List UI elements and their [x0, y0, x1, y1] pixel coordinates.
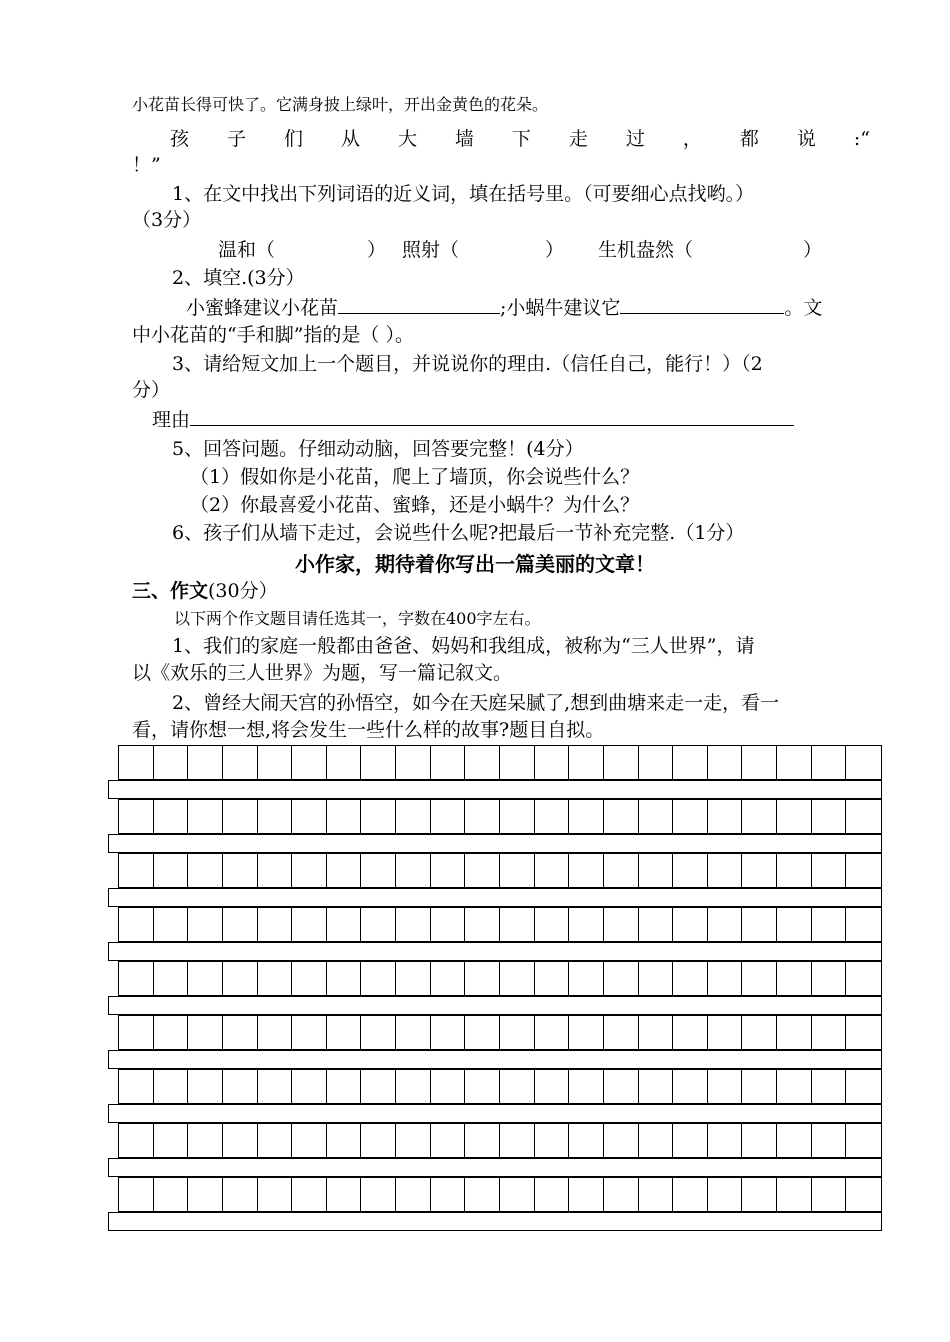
grid-cell[interactable] — [119, 962, 154, 995]
grid-cell[interactable] — [742, 854, 777, 887]
grid-cell[interactable] — [846, 1124, 881, 1157]
grid-cell[interactable] — [569, 1124, 604, 1157]
grid-cell[interactable] — [292, 1070, 327, 1103]
grid-cell[interactable] — [292, 746, 327, 779]
passage-char: ， — [682, 128, 702, 150]
grid-cell[interactable] — [846, 1178, 881, 1211]
grid-cell[interactable] — [431, 854, 466, 887]
topic-2-line-2: 看，请你想一想,将会发生一些什么样的故事?题目自拟。 — [132, 719, 605, 741]
grid-cell[interactable] — [535, 746, 570, 779]
grid-cell[interactable] — [223, 962, 258, 995]
grid-cell[interactable] — [361, 800, 396, 833]
grid-cell[interactable] — [223, 1178, 258, 1211]
grid-cell[interactable] — [292, 854, 327, 887]
grid-cell[interactable] — [812, 800, 847, 833]
grid-cell[interactable] — [673, 854, 708, 887]
q1-word-3-label: 生机盎然（ — [598, 239, 694, 261]
grid-cell[interactable] — [569, 1070, 604, 1103]
grid-cell[interactable] — [535, 1178, 570, 1211]
grid-cell[interactable] — [812, 908, 847, 941]
grid-cell[interactable] — [292, 1124, 327, 1157]
grid-cell[interactable] — [431, 1178, 466, 1211]
grid-cell[interactable] — [569, 746, 604, 779]
passage-char: 们 — [283, 128, 303, 150]
question-3-text: 3、请给短文加上一个题目，并说说你的理由.（信任自己，能行！）（2 — [172, 353, 763, 375]
composition-section-title — [132, 578, 278, 604]
q2-text-a: 小蜜蜂建议小花苗 — [186, 297, 339, 319]
grid-cell[interactable] — [258, 962, 293, 995]
question-5-title: 5、回答问题。仔细动动脑，回答要完整！(4分） — [172, 438, 584, 460]
grid-row[interactable] — [118, 853, 882, 888]
grid-cell[interactable] — [258, 1070, 293, 1103]
question-5-sub-2: （2）你最喜爱小花苗、蜜蜂，还是小蜗牛？为什么？ — [190, 494, 640, 516]
grid-row[interactable] — [118, 1177, 882, 1212]
writer-heading: 小作家，期待着你写出一篇美丽的文章！ — [295, 552, 655, 576]
grid-cell[interactable] — [258, 800, 293, 833]
passage-line-1: 小花苗长得可快了。它满身披上绿叶，开出金黄色的花朵。 — [132, 95, 549, 114]
grid-cell[interactable] — [396, 800, 431, 833]
grid-cell[interactable] — [812, 1124, 847, 1157]
grid-cell[interactable] — [431, 1070, 466, 1103]
grid-cell[interactable] — [396, 1178, 431, 1211]
grid-cell[interactable] — [223, 800, 258, 833]
grid-cell[interactable] — [639, 908, 674, 941]
grid-cell[interactable] — [223, 1016, 258, 1049]
passage-char: 过 — [625, 128, 645, 150]
grid-cell[interactable] — [846, 746, 881, 779]
grid-gap-row — [108, 780, 882, 799]
grid-row[interactable] — [118, 907, 882, 942]
grid-cell[interactable] — [535, 1016, 570, 1049]
grid-cell[interactable] — [777, 1070, 812, 1103]
question-5-sub-1: （1）假如你是小花苗，爬上了墙顶，你会说些什么？ — [190, 466, 640, 488]
grid-cell[interactable] — [396, 908, 431, 941]
grid-cell[interactable] — [188, 746, 223, 779]
grid-cell[interactable] — [742, 908, 777, 941]
grid-cell[interactable] — [223, 908, 258, 941]
grid-cell[interactable] — [154, 962, 189, 995]
grid-cell[interactable] — [535, 854, 570, 887]
passage-line-2 — [170, 126, 870, 152]
grid-cell[interactable] — [535, 908, 570, 941]
grid-cell[interactable] — [431, 962, 466, 995]
passage-line-3: ！” — [132, 154, 161, 176]
grid-cell[interactable] — [292, 962, 327, 995]
grid-cell[interactable] — [604, 1016, 639, 1049]
grid-cell[interactable] — [361, 962, 396, 995]
grid-cell[interactable] — [708, 908, 743, 941]
grid-cell[interactable] — [812, 1178, 847, 1211]
grid-cell[interactable] — [465, 854, 500, 887]
grid-cell[interactable] — [154, 1178, 189, 1211]
grid-cell[interactable] — [500, 800, 535, 833]
grid-cell[interactable] — [639, 746, 674, 779]
topic-1-line-1: 1、我们的家庭一般都由爸爸、妈妈和我组成，被称为“三人世界”，请 — [172, 635, 755, 657]
grid-cell[interactable] — [535, 800, 570, 833]
grid-cell[interactable] — [742, 962, 777, 995]
grid-row[interactable] — [118, 1123, 882, 1158]
grid-cell[interactable] — [673, 1070, 708, 1103]
grid-cell[interactable] — [569, 962, 604, 995]
grid-cell[interactable] — [188, 800, 223, 833]
grid-cell[interactable] — [777, 746, 812, 779]
grid-cell[interactable] — [777, 1124, 812, 1157]
grid-cell[interactable] — [673, 908, 708, 941]
q1-word-3[interactable] — [598, 237, 822, 263]
grid-cell[interactable] — [361, 1016, 396, 1049]
grid-cell[interactable] — [673, 800, 708, 833]
grid-cell[interactable] — [500, 962, 535, 995]
grid-cell[interactable] — [327, 1016, 362, 1049]
grid-cell[interactable] — [777, 854, 812, 887]
grid-cell[interactable] — [258, 1124, 293, 1157]
q2-blank-2[interactable] — [620, 295, 784, 314]
grid-cell[interactable] — [119, 854, 154, 887]
question-2-title: 2、填空.(3分） — [172, 267, 305, 289]
grid-cell[interactable] — [604, 1124, 639, 1157]
passage-char: 说 — [796, 128, 816, 150]
grid-cell[interactable] — [742, 1070, 777, 1103]
question-2-line-2: 中小花苗的“手和脚”指的是（ ）。 — [132, 324, 414, 346]
grid-cell[interactable] — [500, 908, 535, 941]
grid-cell[interactable] — [500, 1178, 535, 1211]
grid-cell[interactable] — [500, 746, 535, 779]
grid-cell[interactable] — [500, 1070, 535, 1103]
passage-char: 从 — [340, 128, 360, 150]
grid-cell[interactable] — [119, 1070, 154, 1103]
grid-cell[interactable] — [223, 1070, 258, 1103]
grid-row[interactable] — [118, 799, 882, 834]
grid-gap-row — [108, 888, 882, 907]
grid-cell[interactable] — [708, 1016, 743, 1049]
grid-cell[interactable] — [154, 908, 189, 941]
grid-cell[interactable] — [777, 908, 812, 941]
grid-gap-row — [108, 1104, 882, 1123]
grid-cell[interactable] — [535, 1070, 570, 1103]
grid-cell[interactable] — [465, 1178, 500, 1211]
passage-char: 子 — [226, 128, 246, 150]
grid-cell[interactable] — [569, 800, 604, 833]
grid-cell[interactable] — [742, 800, 777, 833]
grid-cell[interactable] — [535, 962, 570, 995]
grid-cell[interactable] — [258, 908, 293, 941]
grid-cell[interactable] — [154, 1124, 189, 1157]
section-label: 三、作文 — [132, 580, 209, 602]
composition-intro: 以下两个作文题目请任选其一，字数在400字左右。 — [174, 609, 541, 628]
grid-cell[interactable] — [846, 908, 881, 941]
grid-cell[interactable] — [777, 1178, 812, 1211]
reason-label: 理由 — [152, 409, 191, 431]
q2-blank-1[interactable] — [338, 295, 500, 314]
grid-row[interactable] — [118, 961, 882, 996]
grid-cell[interactable] — [812, 1016, 847, 1049]
q1-word-2[interactable] — [402, 237, 564, 263]
passage-char: 墙 — [454, 128, 474, 150]
grid-cell[interactable] — [812, 962, 847, 995]
grid-cell[interactable] — [292, 1016, 327, 1049]
grid-cell[interactable] — [361, 908, 396, 941]
grid-cell[interactable] — [639, 962, 674, 995]
grid-cell[interactable] — [258, 746, 293, 779]
grid-cell[interactable] — [846, 962, 881, 995]
grid-cell[interactable] — [465, 1124, 500, 1157]
grid-cell[interactable] — [465, 746, 500, 779]
grid-cell[interactable] — [327, 1070, 362, 1103]
grid-cell[interactable] — [431, 1124, 466, 1157]
grid-cell[interactable] — [777, 962, 812, 995]
grid-cell[interactable] — [431, 746, 466, 779]
q1-word-1-label: 温和（ — [218, 239, 276, 261]
passage-char: 下 — [511, 128, 531, 150]
grid-cell[interactable] — [188, 1016, 223, 1049]
reason-blank[interactable] — [190, 407, 794, 426]
grid-cell[interactable] — [465, 1070, 500, 1103]
grid-cell[interactable] — [431, 1016, 466, 1049]
q2-text-c: 。文 — [784, 297, 823, 319]
grid-cell[interactable] — [639, 1070, 674, 1103]
grid-cell[interactable] — [396, 854, 431, 887]
grid-cell[interactable] — [292, 1178, 327, 1211]
grid-cell[interactable] — [292, 908, 327, 941]
grid-cell[interactable] — [708, 1178, 743, 1211]
grid-cell[interactable] — [396, 1070, 431, 1103]
grid-cell[interactable] — [639, 1178, 674, 1211]
grid-cell[interactable] — [708, 746, 743, 779]
grid-cell[interactable] — [708, 854, 743, 887]
grid-cell[interactable] — [777, 800, 812, 833]
grid-cell[interactable] — [223, 854, 258, 887]
grid-cell[interactable] — [188, 1178, 223, 1211]
grid-cell[interactable] — [154, 1016, 189, 1049]
q1-word-1[interactable] — [218, 237, 386, 263]
grid-cell[interactable] — [812, 746, 847, 779]
grid-cell[interactable] — [154, 746, 189, 779]
grid-cell[interactable] — [673, 962, 708, 995]
grid-cell[interactable] — [742, 1178, 777, 1211]
grid-cell[interactable] — [327, 962, 362, 995]
grid-cell[interactable] — [188, 1124, 223, 1157]
passage-char: :“ — [853, 128, 870, 150]
q1-word-3-close: ） — [803, 239, 823, 261]
grid-cell[interactable] — [361, 854, 396, 887]
topic-2-line-1: 2、曾经大闹天宫的孙悟空，如今在天庭呆腻了,想到曲塘来走一走，看一 — [172, 692, 780, 714]
grid-cell[interactable] — [604, 962, 639, 995]
grid-cell[interactable] — [465, 962, 500, 995]
grid-cell[interactable] — [154, 854, 189, 887]
question-6-text: 6、孩子们从墙下走过，会说些什么呢?把最后一节补充完整.（1分） — [172, 522, 745, 544]
grid-cell[interactable] — [639, 1016, 674, 1049]
grid-cell[interactable] — [569, 908, 604, 941]
grid-cell[interactable] — [396, 746, 431, 779]
grid-cell[interactable] — [708, 1070, 743, 1103]
grid-row[interactable] — [118, 1015, 882, 1050]
grid-cell[interactable] — [639, 1124, 674, 1157]
grid-cell[interactable] — [846, 1016, 881, 1049]
passage-char: 孩 — [170, 128, 190, 150]
grid-cell[interactable] — [119, 746, 154, 779]
grid-cell[interactable] — [673, 1124, 708, 1157]
grid-cell[interactable] — [812, 854, 847, 887]
grid-cell[interactable] — [361, 1178, 396, 1211]
grid-cell[interactable] — [154, 1070, 189, 1103]
question-1-points: （3分） — [132, 209, 202, 231]
question-3-reason — [152, 407, 794, 433]
grid-cell[interactable] — [846, 800, 881, 833]
grid-cell[interactable] — [396, 1124, 431, 1157]
grid-cell[interactable] — [327, 854, 362, 887]
grid-cell[interactable] — [361, 746, 396, 779]
grid-cell[interactable] — [604, 908, 639, 941]
passage-char: 走 — [568, 128, 588, 150]
grid-cell[interactable] — [223, 746, 258, 779]
grid-cell[interactable] — [742, 746, 777, 779]
grid-cell[interactable] — [258, 854, 293, 887]
question-2-line-1 — [186, 295, 822, 321]
grid-cell[interactable] — [119, 908, 154, 941]
grid-cell[interactable] — [604, 800, 639, 833]
grid-cell[interactable] — [673, 1178, 708, 1211]
grid-cell[interactable] — [327, 1124, 362, 1157]
grid-gap-row — [108, 1212, 882, 1231]
grid-cell[interactable] — [119, 1178, 154, 1211]
grid-cell[interactable] — [708, 800, 743, 833]
grid-cell[interactable] — [673, 746, 708, 779]
grid-cell[interactable] — [465, 800, 500, 833]
grid-cell[interactable] — [361, 1124, 396, 1157]
grid-cell[interactable] — [742, 1016, 777, 1049]
grid-cell[interactable] — [154, 800, 189, 833]
q1-word-2-label: 照射（ — [402, 239, 460, 261]
grid-cell[interactable] — [742, 1124, 777, 1157]
grid-row[interactable] — [118, 1069, 882, 1104]
passage-char: 大 — [397, 128, 417, 150]
grid-cell[interactable] — [188, 1070, 223, 1103]
grid-gap-row — [108, 1158, 882, 1177]
q1-word-1-close: ） — [367, 239, 387, 261]
grid-cell[interactable] — [465, 908, 500, 941]
grid-cell[interactable] — [258, 1016, 293, 1049]
grid-cell[interactable] — [604, 746, 639, 779]
grid-cell[interactable] — [708, 962, 743, 995]
grid-cell[interactable] — [119, 1016, 154, 1049]
grid-cell[interactable] — [119, 800, 154, 833]
grid-cell[interactable] — [327, 908, 362, 941]
grid-cell[interactable] — [604, 1070, 639, 1103]
grid-row[interactable] — [118, 745, 882, 780]
grid-cell[interactable] — [812, 1070, 847, 1103]
grid-cell[interactable] — [604, 1178, 639, 1211]
grid-gap-row — [108, 1050, 882, 1069]
q2-text-b: ;小蜗牛建议它 — [500, 297, 621, 319]
grid-cell[interactable] — [569, 1178, 604, 1211]
grid-cell[interactable] — [327, 746, 362, 779]
grid-cell[interactable] — [188, 962, 223, 995]
q1-word-2-close: ） — [545, 239, 565, 261]
grid-cell[interactable] — [396, 962, 431, 995]
grid-cell[interactable] — [569, 854, 604, 887]
grid-cell[interactable] — [846, 854, 881, 887]
grid-cell[interactable] — [500, 1016, 535, 1049]
grid-gap-row — [108, 942, 882, 961]
grid-cell[interactable] — [188, 908, 223, 941]
grid-cell[interactable] — [119, 1124, 154, 1157]
grid-cell[interactable] — [431, 908, 466, 941]
grid-cell[interactable] — [223, 1124, 258, 1157]
topic-1-line-2: 以《欢乐的三人世界》为题，写一篇记叙文。 — [132, 662, 513, 684]
grid-cell[interactable] — [639, 800, 674, 833]
grid-cell[interactable] — [500, 1124, 535, 1157]
section-points: (30分） — [208, 580, 278, 602]
grid-cell[interactable] — [708, 1124, 743, 1157]
grid-cell[interactable] — [292, 800, 327, 833]
grid-cell[interactable] — [846, 1070, 881, 1103]
grid-gap-row — [108, 996, 882, 1015]
grid-cell[interactable] — [777, 1016, 812, 1049]
grid-cell[interactable] — [188, 854, 223, 887]
grid-cell[interactable] — [465, 1016, 500, 1049]
grid-cell[interactable] — [431, 800, 466, 833]
grid-cell[interactable] — [639, 854, 674, 887]
grid-cell[interactable] — [535, 1124, 570, 1157]
grid-cell[interactable] — [673, 1016, 708, 1049]
grid-cell[interactable] — [258, 1178, 293, 1211]
grid-cell[interactable] — [500, 854, 535, 887]
passage-char: 都 — [739, 128, 759, 150]
grid-cell[interactable] — [327, 800, 362, 833]
grid-gap-row — [108, 834, 882, 853]
grid-cell[interactable] — [361, 1070, 396, 1103]
grid-cell[interactable] — [396, 1016, 431, 1049]
question-3-points: 分） — [132, 379, 171, 401]
grid-cell[interactable] — [327, 1178, 362, 1211]
question-1-text: 1、在文中找出下列词语的近义词，填在括号里。（可要细心点找哟。） — [172, 183, 755, 205]
grid-cell[interactable] — [604, 854, 639, 887]
grid-cell[interactable] — [569, 1016, 604, 1049]
